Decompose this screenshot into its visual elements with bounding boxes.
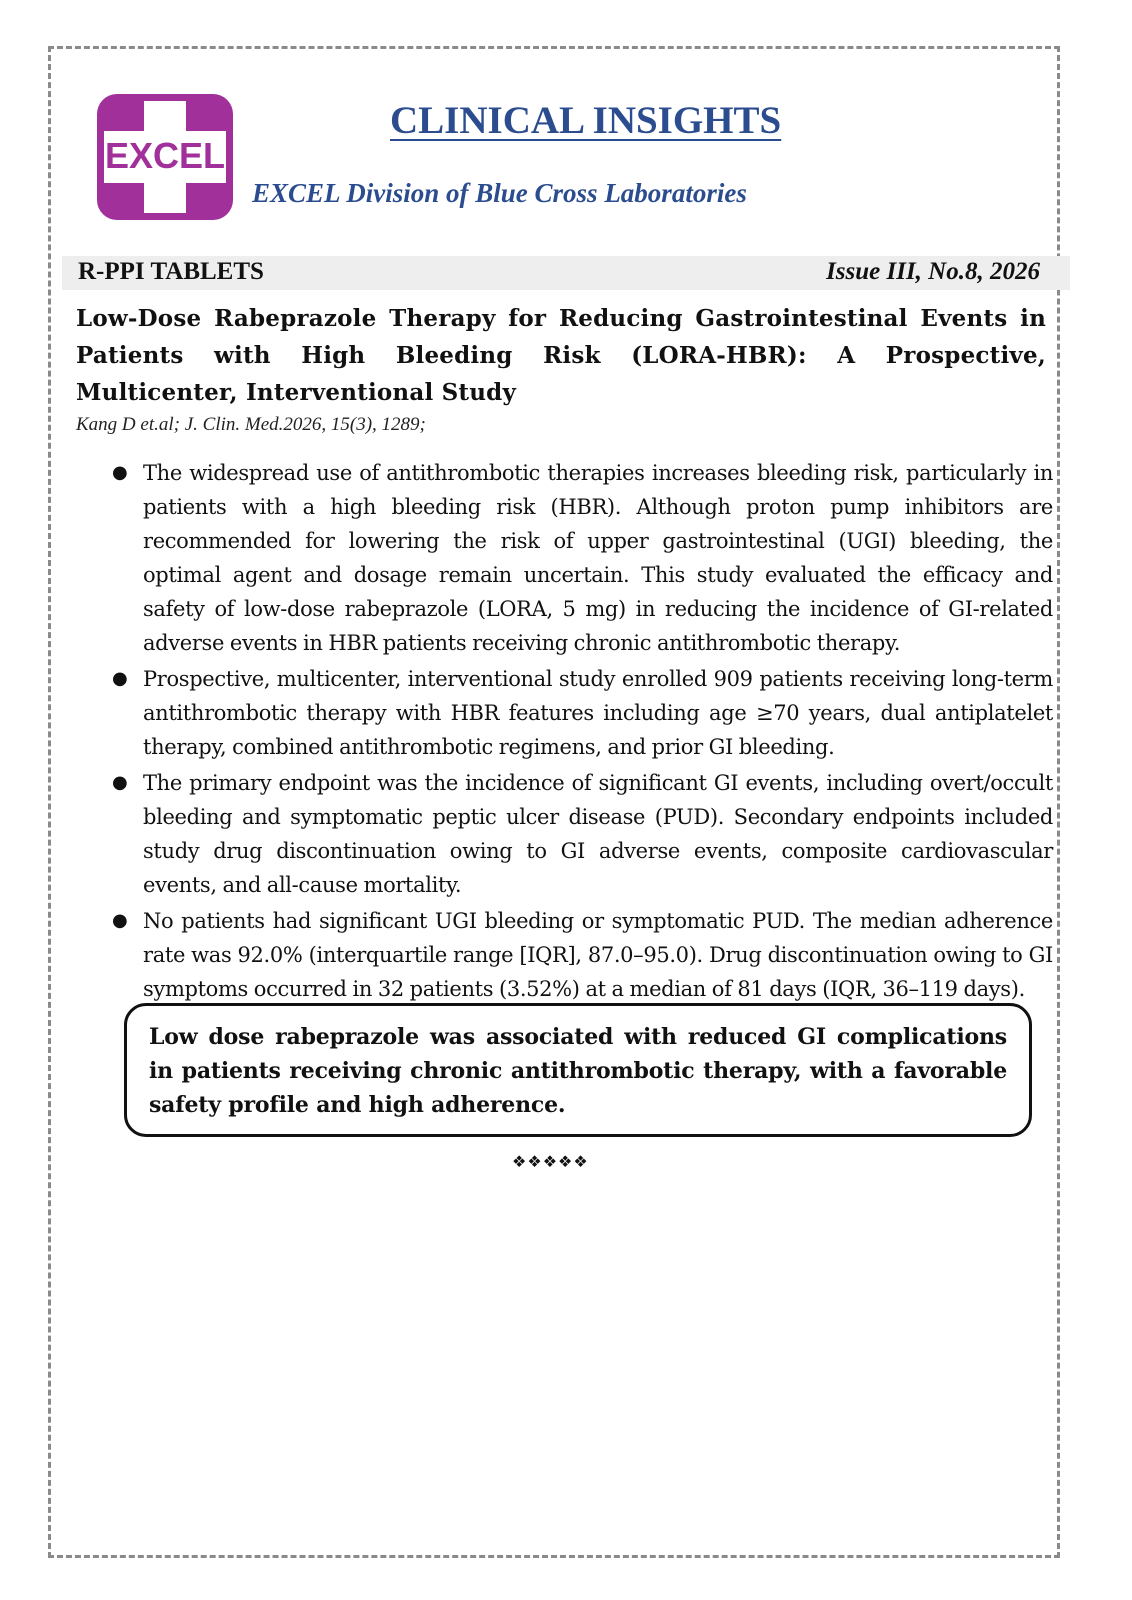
logo-text: EXCEL — [104, 135, 226, 176]
bullet-text: The widespread use of antithrombotic therapies increases bleeding risk, particularly in patients with a high bleeding risk (HBR). Although proton pump inhibitors are recommended for lowering the risk of upper gastrointestinal (UGI) bleeding, the optimal agent and dosage remain uncertain. This study evaluated the efficacy and safety of low-dose rabeprazole (LORA, 5 mg) in reducing the incidence of GI-related adverse events in HBR patients receiving chronic antithrombotic therapy. — [143, 461, 1053, 655]
publisher-subtitle: EXCEL Division of Blue Cross Laboratories — [252, 178, 747, 208]
summary-bullet — [108, 904, 1053, 1006]
summary-bullet — [108, 662, 1053, 764]
summary-bullet — [108, 766, 1053, 902]
excel-logo — [96, 93, 234, 221]
issue-label: Issue III, No.8, 2026 — [826, 258, 1040, 285]
end-ornament: ❖❖❖❖❖ — [512, 1152, 589, 1171]
conclusion-box — [124, 1003, 1032, 1137]
summary-bullet — [108, 456, 1053, 660]
product-label: R-PPI TABLETS — [78, 258, 264, 285]
bullet-text: Prospective, multicenter, interventional study enrolled 909 patients receiving long-term antithrombotic therapy with HBR features including age ≥70 years, dual antiplatelet therapy, combined antithrombotic regimens, and prior GI bleeding. — [143, 667, 1053, 759]
article-title: Low-Dose Rabeprazole Therapy for Reducing Gastrointestinal Events in Patients with High Bleeding Risk (LORA-HBR): A Prospective, Multicenter, Interventional Study — [76, 305, 1046, 406]
bullet-icon: ● — [112, 462, 128, 483]
summary-list — [108, 456, 1053, 1008]
page-title: CLINICAL INSIGHTS — [390, 99, 782, 142]
bullet-icon: ● — [112, 910, 128, 931]
bullet-icon: ● — [112, 668, 128, 689]
conclusion-text: Low dose rabeprazole was associated with reduced GI complications in patients receiving chronic antithrombotic therapy, with a favorable safety profile and high adherence. — [149, 1024, 1007, 1118]
article-citation: Kang D et.al; J. Clin. Med.2026, 15(3), 1289; — [76, 414, 426, 435]
bullet-text: The primary endpoint was the incidence of significant GI events, including overt/occult bleeding and symptomatic peptic ulcer disease (PUD). Secondary endpoints included study drug discontinuation owing to GI adverse events, composite cardiovascular events, and all-cause mortality. — [143, 771, 1053, 897]
bullet-text: No patients had significant UGI bleeding or symptomatic PUD. The median adherence rate was 92.0% (interquartile range [IQR], 87.0–95.0). Drug discontinuation owing to GI symptoms occurred in 32 patients (3.52%) at a median of 81 days (IQR, 36–119 days). — [143, 909, 1053, 1001]
section-banner — [62, 256, 1070, 290]
bullet-icon: ● — [112, 772, 128, 793]
